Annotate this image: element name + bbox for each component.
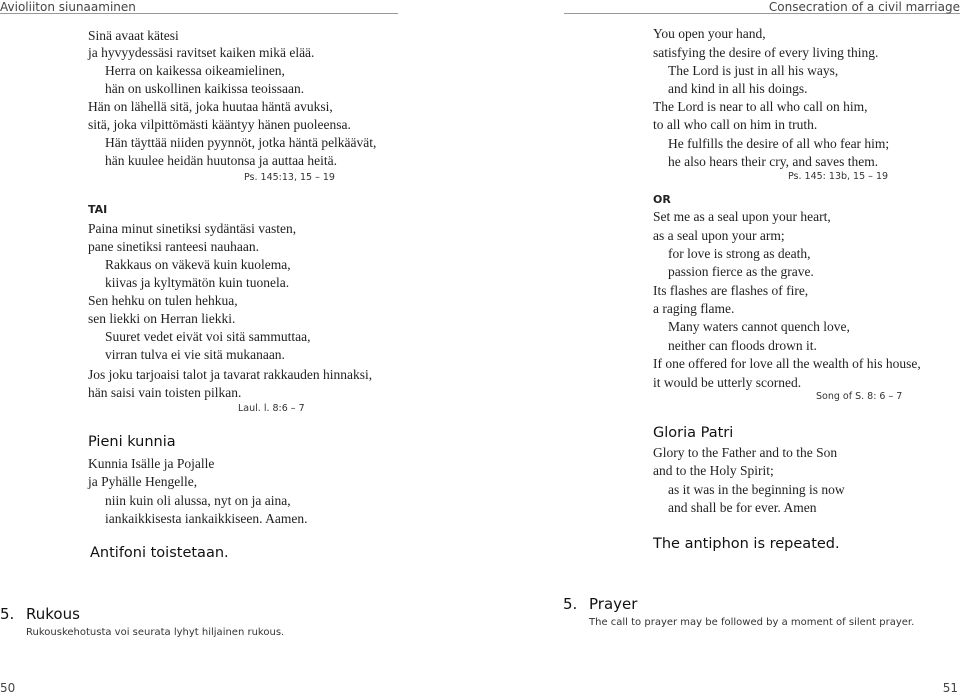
left-psalm-line: Sinä avaat kätesi	[88, 28, 179, 43]
left-song-line: Sen hehku on tulen hehkua,	[88, 293, 238, 308]
left-gloria-title: Pieni kunnia	[88, 434, 176, 450]
left-song-reference: Laul. l. 8:6 – 7	[238, 403, 305, 414]
left-section-number: 5.	[0, 605, 15, 623]
left-or-label: TAI	[88, 203, 108, 216]
right-song-line: a raging flame.	[653, 301, 735, 316]
left-song-line: kiivas ja kyltymätön kuin tuonela.	[105, 275, 290, 290]
right-song-line: Set me as a seal upon your heart,	[653, 209, 831, 224]
left-song-line: Rakkaus on väkevä kuin kuolema,	[105, 257, 291, 272]
right-psalm-line: You open your hand,	[653, 26, 766, 41]
left-psalm-line: ja hyvyydessäsi ravitset kaiken mikä elää.	[88, 45, 315, 60]
right-psalm-line: to all who call on him in truth.	[653, 117, 818, 132]
right-song-line: passion fierce as the grave.	[668, 264, 814, 279]
left-header-rule	[0, 13, 398, 14]
left-psalm-line: hän on uskollinen kaikissa teoissaan.	[105, 81, 305, 96]
right-section-number: 5.	[563, 595, 578, 613]
left-gloria-line: iankaikkisesta iankaikkiseen. Aamen.	[105, 511, 308, 526]
left-song-line: virran tulva ei vie sitä mukanaan.	[105, 347, 285, 362]
right-gloria-line: and shall be for ever. Amen	[668, 500, 817, 515]
left-psalm-line: Hän täyttää niiden pyynnöt, jotka häntä pelkäävät,	[105, 135, 377, 150]
left-song-line: Suuret vedet eivät voi sitä sammuttaa,	[105, 329, 311, 344]
left-running-header: Avioliiton siunaaminen	[0, 0, 136, 14]
right-song-line: Its flashes are flashes of fire,	[653, 283, 809, 298]
left-gloria-line: ja Pyhälle Hengelle,	[88, 474, 198, 489]
left-psalm-reference: Ps. 145:13, 15 – 19	[244, 172, 335, 183]
right-section-note: The call to prayer may be followed by a moment of silent prayer.	[589, 617, 915, 628]
right-psalm-line: and kind in all his doings.	[668, 81, 808, 96]
right-psalm-line: The Lord is near to all who call on him,	[653, 99, 868, 114]
left-antiphon-note: Antifoni toistetaan.	[90, 545, 229, 561]
right-psalm-line: The Lord is just in all his ways,	[668, 63, 839, 78]
left-gloria-line: niin kuin oli alussa, nyt on ja aina,	[105, 493, 291, 508]
left-psalm-line: Herra on kaikessa oikeamielinen,	[105, 63, 285, 78]
right-gloria-line: as it was in the beginning is now	[668, 482, 845, 497]
right-gloria-line: Glory to the Father and to the Son	[653, 445, 838, 460]
right-psalm-line: satisfying the desire of every living thing.	[653, 45, 879, 60]
right-song-line: If one offered for love all the wealth of his house,	[653, 356, 921, 371]
right-song-reference: Song of S. 8: 6 – 7	[816, 391, 903, 402]
left-song-line: Paina minut sinetiksi sydäntäsi vasten,	[88, 221, 297, 236]
right-running-header: Consecration of a civil marriage	[768, 0, 960, 14]
left-psalm-line: Hän on lähellä sitä, joka huutaa häntä avuksi,	[88, 99, 333, 114]
left-gloria-line: Kunnia Isälle ja Pojalle	[88, 456, 215, 471]
right-antiphon-note: The antiphon is repeated.	[653, 536, 840, 552]
right-psalm-line: He fulfills the desire of all who fear him;	[668, 136, 890, 151]
left-song-line: pane sinetiksi ranteesi nauhaan.	[88, 239, 259, 254]
right-gloria-title: Gloria Patri	[653, 425, 734, 441]
left-psalm-line: sitä, joka vilpittömästi kääntyy hänen puoleensa.	[88, 117, 351, 132]
right-psalm-reference: Ps. 145: 13b, 15 – 19	[788, 171, 889, 182]
left-section-title: Rukous	[26, 605, 80, 623]
right-psalm-line: he also hears their cry, and saves them.	[668, 154, 879, 169]
left-song-line: hän saisi vain toisten pilkan.	[88, 385, 242, 400]
right-song-line: it would be utterly scorned.	[653, 375, 802, 390]
right-song-line: neither can floods drown it.	[668, 338, 817, 353]
left-section-note: Rukouskehotusta voi seurata lyhyt hiljainen rukous.	[26, 627, 285, 638]
right-song-line: Many waters cannot quench love,	[668, 319, 850, 334]
right-section-title: Prayer	[589, 595, 638, 613]
right-or-label: OR	[653, 193, 671, 206]
left-song-line: Jos joku tarjoaisi talot ja tavarat rakkauden hinnaksi,	[88, 367, 373, 382]
right-song-line: for love is strong as death,	[668, 246, 811, 261]
left-page-number: 50	[0, 681, 16, 695]
right-gloria-line: and to the Holy Spirit;	[653, 463, 774, 478]
right-page-number: 51	[942, 681, 958, 695]
right-song-line: as a seal upon your arm;	[653, 228, 785, 243]
left-psalm-line: hän kuulee heidän huutonsa ja auttaa heitä.	[105, 153, 338, 168]
left-song-line: sen liekki on Herran liekki.	[88, 311, 236, 326]
